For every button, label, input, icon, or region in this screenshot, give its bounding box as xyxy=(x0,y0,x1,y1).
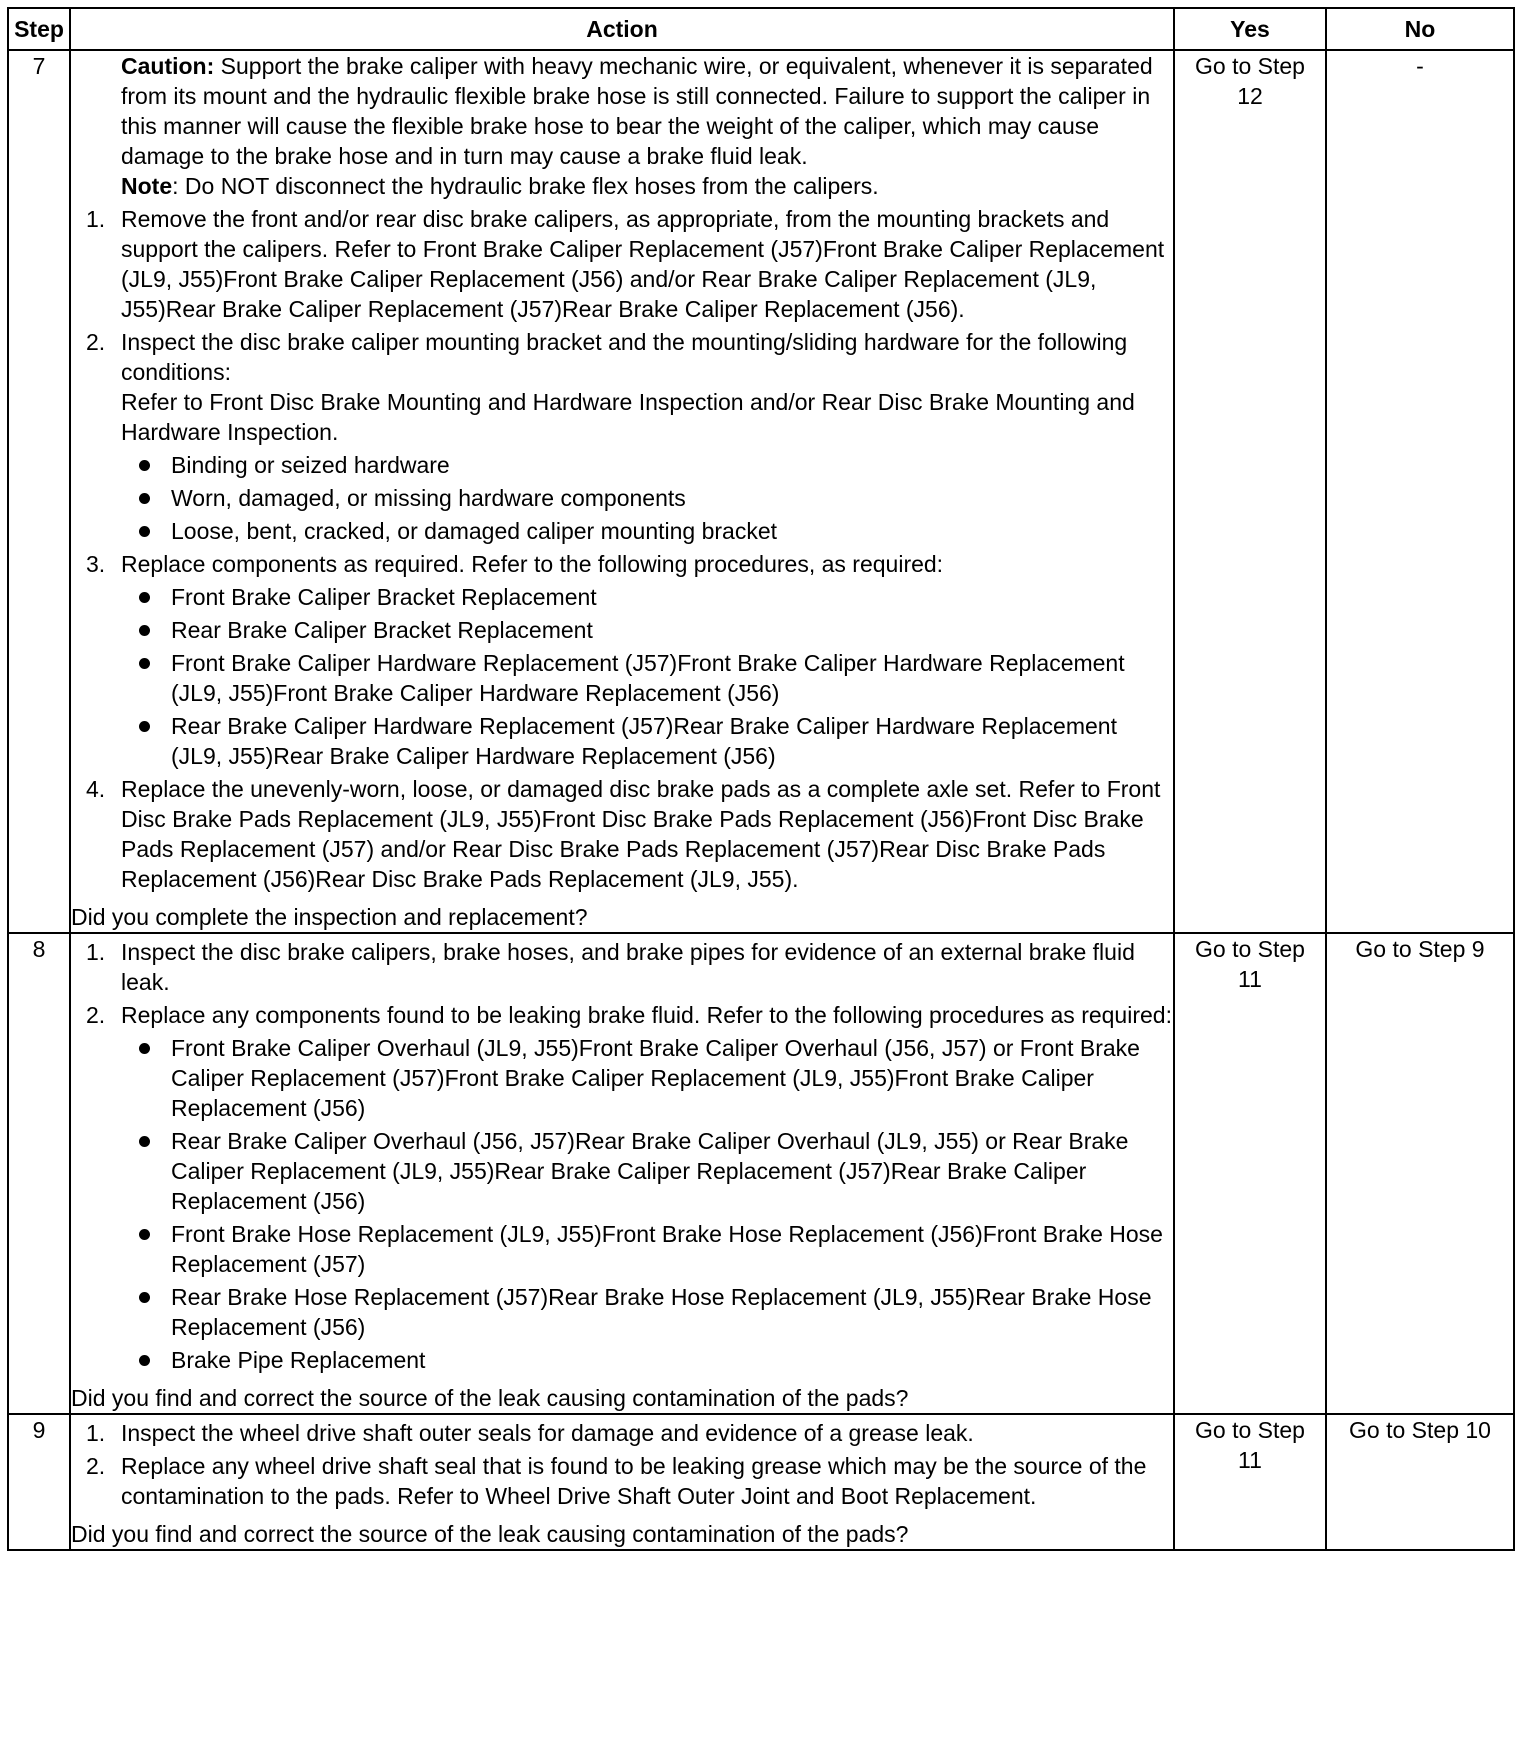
bullet-text: Rear Brake Caliper Hardware Replacement (J57)Rear Brake Caliper Hardware Replacement (JL9, J55)Rear Brake Caliper Hardware Replacement (J56) xyxy=(171,713,1117,769)
caution-label: Caution: xyxy=(121,53,215,79)
item-text: Remove the front and/or rear disc brake calipers, as appropriate, from the mounting brackets and support the calipers. Refer to Front Brake Caliper Replacement (J57)Front Brake Caliper Replacement (JL9, J55)Front Brake Caliper Replacement (J56) and/or Rear Brake Caliper Replacement (JL9, J55)Rear Brake Caliper Replacement (J57)Rear Brake Caliper Replacement (J56). xyxy=(121,206,1165,322)
item-text: Replace the unevenly-worn, loose, or damaged disc brake pads as a complete axle set. Refer to Front Disc Brake Pads Replacement (JL9, J55)Front Disc Brake Pads Replacement (J56)Front Disc Brake Pads Replacement (J57) and/or Rear Disc Brake Pads Replacement (J57)Rear Disc Brake Pads Replacement (J56)Rear Disc Brake Pads Replacement (JL9, J55). xyxy=(121,776,1161,892)
bullet-text: Front Brake Caliper Overhaul (JL9, J55)Front Brake Caliper Overhaul (J56, J57) or Front Brake Caliper Replacement (J57)Front Brake Caliper Replacement (JL9, J55)Front Brake Caliper Replacement (J56) xyxy=(171,1035,1140,1121)
yes-cell xyxy=(1174,933,1326,1414)
action-cell xyxy=(70,50,1174,933)
question-text: Did you complete the inspection and replacement? xyxy=(71,904,588,930)
item-text-reference: Refer to Front Disc Brake Mounting and Hardware Inspection and/or Rear Disc Brake Mounting and Hardware Inspection. xyxy=(121,389,1135,445)
no-cell: Go to Step 10 xyxy=(1326,1414,1514,1550)
item-text: Replace components as required. Refer to the following procedures, as required: xyxy=(121,551,944,577)
bullet-text: Worn, damaged, or missing hardware components xyxy=(171,485,686,511)
item-text: Replace any wheel drive shaft seal that is found to be leaking grease which may be the source of the contamination to the pads. Refer to Wheel Drive Shaft Outer Joint and Boot Replacement. xyxy=(121,1453,1147,1509)
yes-goto-label: Go to Step xyxy=(1195,53,1305,79)
list-item xyxy=(86,1418,1173,1448)
caution-block xyxy=(121,51,1173,171)
note-label: Note xyxy=(121,173,173,199)
bullet-item xyxy=(171,516,1173,546)
step-number: 9 xyxy=(8,1414,70,1550)
bullet-item xyxy=(171,582,1173,612)
yes-goto-step: 12 xyxy=(1237,83,1263,109)
bullet-icon xyxy=(139,1136,150,1147)
item-text: Inspect the disc brake calipers, brake hoses, and brake pipes for evidence of an external brake fluid leak. xyxy=(121,939,1135,995)
bullet-icon xyxy=(139,721,150,732)
bullet-item xyxy=(171,1126,1173,1216)
question-text: Did you find and correct the source of the leak causing contamination of the pads? xyxy=(71,1521,909,1547)
bullet-item xyxy=(171,1282,1173,1342)
caution-text: Support the brake caliper with heavy mechanic wire, or equivalent, whenever it is separated from its mount and the hydraulic flexible brake hose is still connected. Failure to support the caliper in this manner will cause the flexible brake hose to bear the weight of the caliper, which may cause damage to the brake hose and in turn may cause a brake fluid leak. xyxy=(121,53,1153,169)
bullet-text: Front Brake Caliper Bracket Replacement xyxy=(171,584,597,610)
bullet-item xyxy=(171,1219,1173,1279)
question-text: Did you find and correct the source of the leak causing contamination of the pads? xyxy=(71,1385,909,1411)
list-item xyxy=(86,1000,1173,1375)
bullet-item xyxy=(171,483,1173,513)
action-cell xyxy=(70,933,1174,1414)
item-text: Inspect the wheel drive shaft outer seals for damage and evidence of a grease leak. xyxy=(121,1420,974,1446)
item-text: Replace any components found to be leaking brake fluid. Refer to the following procedures as required: xyxy=(121,1002,1172,1028)
table-row-step-8 xyxy=(8,933,1514,1414)
bullet-item xyxy=(171,615,1173,645)
yes-cell xyxy=(1174,1414,1326,1550)
item-number: 1. xyxy=(86,1420,106,1446)
item-number: 2. xyxy=(86,329,106,355)
procedure-table xyxy=(7,7,1515,1551)
list-item xyxy=(86,774,1173,894)
yes-goto-step: 11 xyxy=(1238,1447,1262,1473)
bullet-text: Front Brake Caliper Hardware Replacement (J57)Front Brake Caliper Hardware Replacement (JL9, J55)Front Brake Caliper Hardware Replacement (J56) xyxy=(171,650,1125,706)
step-number: 7 xyxy=(8,50,70,933)
bullet-text: Binding or seized hardware xyxy=(171,452,450,478)
bullet-text: Rear Brake Caliper Bracket Replacement xyxy=(171,617,593,643)
header-action: Action xyxy=(70,8,1174,50)
bullet-icon xyxy=(139,1355,150,1366)
bullet-icon xyxy=(139,625,150,636)
item-number: 3. xyxy=(86,551,106,577)
bullet-item xyxy=(171,711,1173,771)
table-row-step-9 xyxy=(8,1414,1514,1550)
bullet-icon xyxy=(139,658,150,669)
item-number: 1. xyxy=(86,939,106,965)
no-cell: Go to Step 9 xyxy=(1326,933,1514,1414)
bullet-text: Rear Brake Caliper Overhaul (J56, J57)Rear Brake Caliper Overhaul (JL9, J55) or Rear Brake Caliper Replacement (JL9, J55)Rear Brake Caliper Replacement (J57)Rear Brake Caliper Replacement (J56) xyxy=(171,1128,1129,1214)
table-header-row xyxy=(8,8,1514,50)
bullet-list xyxy=(121,1033,1173,1375)
bullet-text: Loose, bent, cracked, or damaged caliper mounting bracket xyxy=(171,518,778,544)
bullet-item xyxy=(171,1033,1173,1123)
bullet-text: Brake Pipe Replacement xyxy=(171,1347,426,1373)
procedure-list xyxy=(71,204,1173,894)
no-cell: - xyxy=(1326,50,1514,933)
table-row-step-7 xyxy=(8,50,1514,933)
list-item xyxy=(86,549,1173,771)
bullet-text: Rear Brake Hose Replacement (J57)Rear Brake Hose Replacement (JL9, J55)Rear Brake Hose Replacement (J56) xyxy=(171,1284,1152,1340)
item-number: 1. xyxy=(86,206,106,232)
bullet-icon xyxy=(139,493,150,504)
bullet-item xyxy=(171,450,1173,480)
procedure-list xyxy=(71,1418,1173,1511)
bullet-icon xyxy=(139,1292,150,1303)
step-number: 8 xyxy=(8,933,70,1414)
bullet-icon xyxy=(139,460,150,471)
bullet-item xyxy=(171,1345,1173,1375)
procedure-list xyxy=(71,937,1173,1375)
bullet-item xyxy=(171,648,1173,708)
yes-goto-step: 11 xyxy=(1238,966,1262,992)
yes-goto-label: Go to Step xyxy=(1195,1417,1305,1443)
item-text: Inspect the disc brake caliper mounting bracket and the mounting/sliding hardware for the following conditions: xyxy=(121,329,1128,385)
list-item xyxy=(86,1451,1173,1511)
yes-cell xyxy=(1174,50,1326,933)
item-number: 2. xyxy=(86,1002,106,1028)
bullet-list xyxy=(121,450,1173,546)
item-number: 4. xyxy=(86,776,106,802)
header-step: Step xyxy=(8,8,70,50)
bullet-icon xyxy=(139,592,150,603)
header-yes: Yes xyxy=(1174,8,1326,50)
yes-goto-label: Go to Step xyxy=(1195,936,1305,962)
note-block xyxy=(121,171,1173,201)
bullet-list xyxy=(121,582,1173,771)
list-item xyxy=(86,204,1173,324)
action-cell xyxy=(70,1414,1174,1550)
bullet-icon xyxy=(139,1229,150,1240)
header-no: No xyxy=(1326,8,1514,50)
bullet-icon xyxy=(139,1043,150,1054)
bullet-text: Front Brake Hose Replacement (JL9, J55)Front Brake Hose Replacement (J56)Front Brake Hose Replacement (J57) xyxy=(171,1221,1163,1277)
list-item xyxy=(86,327,1173,546)
item-number: 2. xyxy=(86,1453,106,1479)
bullet-icon xyxy=(139,526,150,537)
note-text: : Do NOT disconnect the hydraulic brake flex hoses from the calipers. xyxy=(172,173,879,199)
list-item xyxy=(86,937,1173,997)
